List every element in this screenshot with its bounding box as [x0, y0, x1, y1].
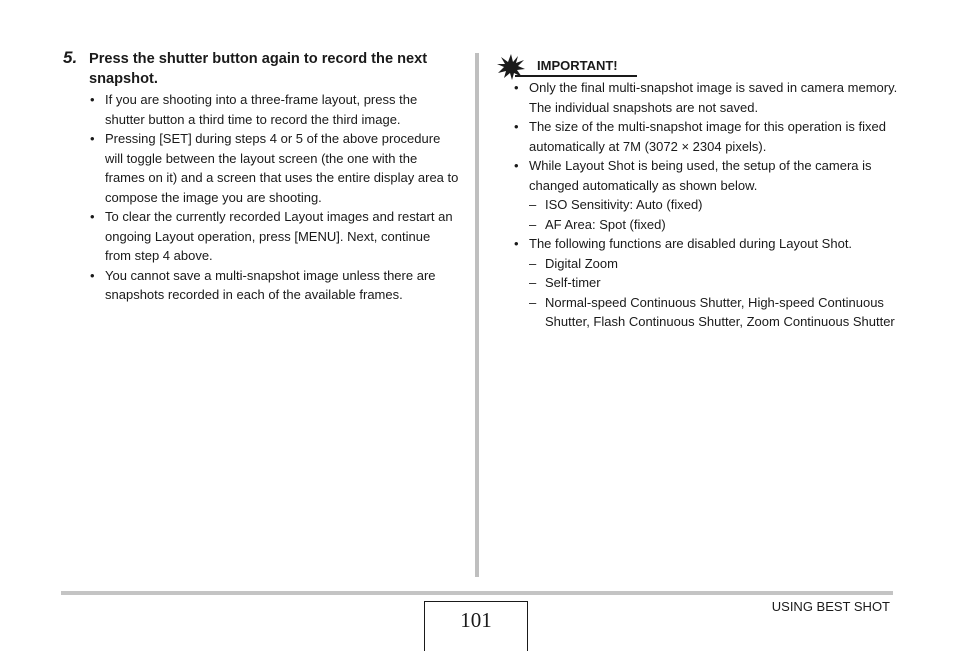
sub-list-item: – ISO Sensitivity: Auto (fixed)	[513, 195, 898, 215]
column-divider	[475, 53, 479, 577]
page-number-box	[424, 601, 528, 651]
step-number: 5.	[63, 48, 78, 67]
list-item: • Pressing [SET] during steps 4 or 5 of the above procedure will toggle between the layout screen (the one with the frames on it) and a screen that uses the entire display area to compose the image you are shooting.	[89, 129, 459, 207]
section-title: USING BEST SHOT	[771, 599, 890, 614]
step-title: Press the shutter button again to record the next snapshot.	[89, 51, 428, 87]
sub-list-item: – Self-timer	[513, 273, 898, 293]
footer-rule	[61, 591, 893, 595]
important-label: IMPORTANT!	[537, 58, 618, 73]
list-item: • The following functions are disabled during Layout Shot.	[513, 234, 898, 254]
page-number: 101	[460, 608, 492, 632]
list-item: • The size of the multi-snapshot image for this operation is fixed automatically at 7M (3072 × 2304 pixels).	[513, 117, 898, 156]
list-item: • While Layout Shot is being used, the setup of the camera is changed automatically as shown below.	[513, 156, 898, 195]
list-item: • If you are shooting into a three-frame layout, press the shutter button a third time to record the third image.	[89, 90, 459, 129]
list-item: • To clear the currently recorded Layout images and restart an ongoing Layout operation, press [MENU]. Next, continue from step 4 above.	[89, 207, 459, 266]
sub-list-item: – AF Area: Spot (fixed)	[513, 215, 898, 235]
sub-list-item: – Digital Zoom	[513, 254, 898, 274]
list-item: • Only the final multi-snapshot image is saved in camera memory. The individual snapshots are not saved.	[513, 78, 898, 117]
sub-list-item: – Normal-speed Continuous Shutter, High-speed Continuous Shutter, Flash Continuous Shutter, Zoom Continuous Shutter	[513, 293, 898, 332]
important-underline	[515, 75, 637, 77]
step-bullet-list	[89, 90, 459, 305]
important-list	[513, 78, 898, 332]
list-item: • You cannot save a multi-snapshot image unless there are snapshots recorded in each of the available frames.	[89, 266, 459, 305]
important-heading	[497, 54, 642, 80]
